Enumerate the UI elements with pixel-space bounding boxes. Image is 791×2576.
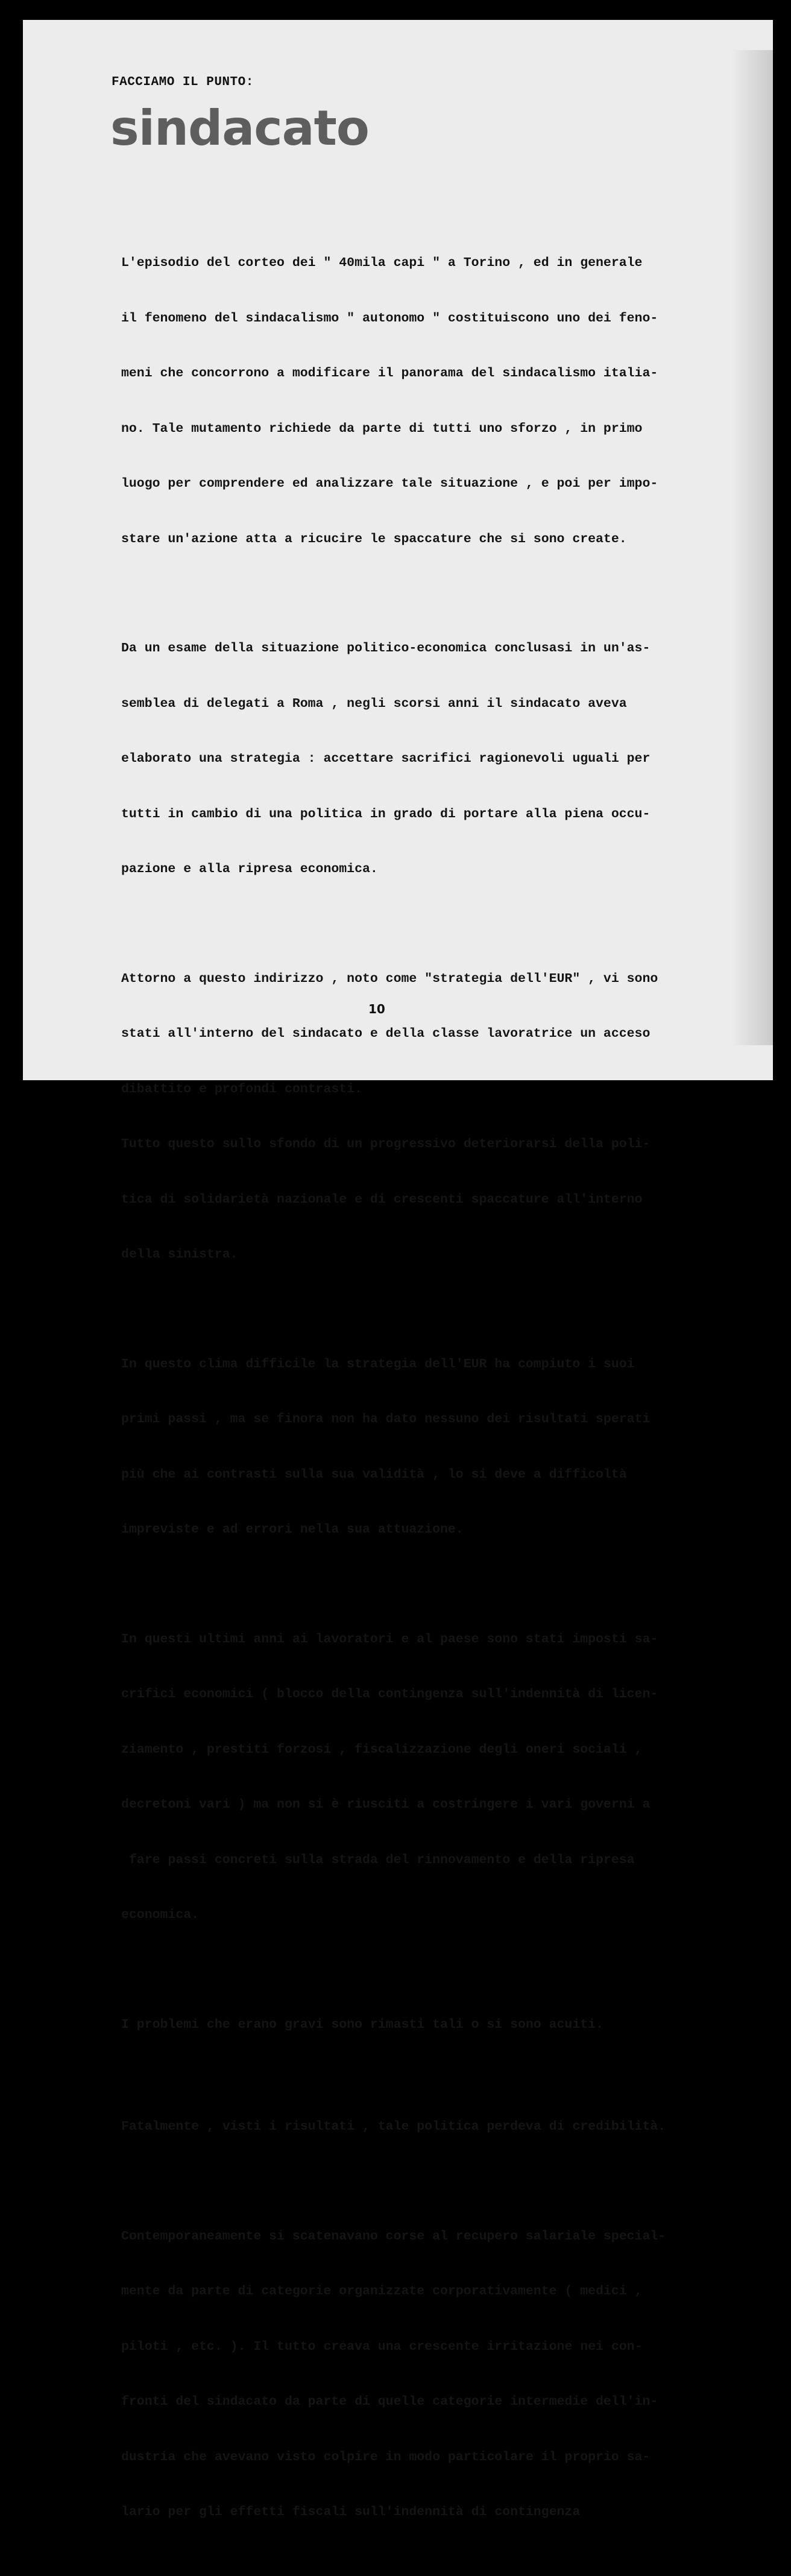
paragraph-7 bbox=[121, 2081, 712, 2173]
text-line: dustria che avevano visto colpire in modo particolare il proprio sa- bbox=[121, 2449, 651, 2464]
text-line: elaborato una strategia : accettare sacrifici ragionevoli uguali per bbox=[121, 752, 651, 766]
text-line: mente da parte di categorie organizzate corporativamente ( medici , bbox=[121, 2284, 643, 2299]
paragraph-5 bbox=[121, 1593, 712, 1961]
scan-shadow bbox=[731, 50, 773, 1045]
paragraph-8 bbox=[121, 2191, 712, 2559]
text-line: primi passi , ma se finora non ha dato nessuno dei risultati sperati bbox=[121, 1412, 651, 1426]
text-line: meni che concorrono a modificare il panorama del sindacalismo italia- bbox=[121, 366, 658, 381]
text-line: L'episodio del corteo dei " 40mila capi " a Torino , ed in generale bbox=[121, 256, 643, 270]
paragraph-3 bbox=[121, 933, 712, 1301]
article-body bbox=[121, 217, 712, 2576]
text-line: fronti del sindacato da parte di quelle categorie intermedie dell'in- bbox=[121, 2394, 658, 2409]
text-line: ziamento , prestiti forzosi , fiscalizzazione degli oneri sociali , bbox=[121, 1742, 643, 1757]
text-line: no. Tale mutamento richiede da parte di tutti uno sforzo , in primo bbox=[121, 421, 643, 436]
text-line: dibattito e profondi contrasti. bbox=[121, 1081, 362, 1097]
text-line: crifici economici ( blocco della contingenza sull'indennità di licen- bbox=[121, 1687, 658, 1701]
text-line: I problemi che erano gravi sono rimasti tali o si sono acuiti. bbox=[121, 2017, 603, 2032]
text-line: stati all'interno del sindacato e della classe lavoratrice un acceso bbox=[121, 1027, 651, 1041]
text-line: piloti , etc. ). Il tutto creava una crescente irritazione nei con- bbox=[121, 2339, 643, 2354]
text-line: lario per gli effetti fiscali sull'indennità di contingenza bbox=[121, 2505, 581, 2519]
text-line: Da un esame della situazione politico-economica conclusasi in un'as- bbox=[121, 641, 651, 656]
text-line: tica di solidarietà nazionale e di crescenti spaccature all'interno bbox=[121, 1192, 643, 1207]
text-line: luogo per comprendere ed analizzare tale situazione , e poi per impo- bbox=[121, 476, 658, 491]
text-line: Contemporaneamente si scatenavano corse al recupero salariale special- bbox=[121, 2229, 666, 2244]
text-line: il fenomeno del sindacalismo " autonomo " costituiscono uno dei feno- bbox=[121, 311, 658, 326]
text-line: In questi ultimi anni ai lavoratori e al paese sono stati imposti sa- bbox=[121, 1631, 658, 1647]
paragraph-1 bbox=[121, 217, 712, 585]
paragraph-2 bbox=[121, 603, 712, 916]
paragraph-4 bbox=[121, 1318, 712, 1576]
text-line: della sinistra. bbox=[121, 1247, 238, 1262]
article-title: sindacato bbox=[110, 100, 369, 156]
text-line: Tutto questo sullo sfondo di un progressivo deteriorarsi della poli- bbox=[121, 1137, 651, 1151]
text-line: impreviste e ad errori nella sua attuazione. bbox=[121, 1522, 464, 1537]
page-number: 10 bbox=[368, 1002, 385, 1016]
section-kicker: FACCIAMO IL PUNTO: bbox=[112, 75, 254, 89]
paragraph-6 bbox=[121, 1979, 712, 2071]
text-line: pazione e alla ripresa economica. bbox=[121, 862, 378, 876]
text-line: economica. bbox=[121, 1908, 200, 1922]
text-line: decretoni vari ) ma non si è riusciti a costringere i vari governi a bbox=[121, 1797, 651, 1812]
document-page bbox=[23, 20, 773, 2519]
text-line: In questo clima difficile la strategia dell'EUR ha compiuto i suoi bbox=[121, 1356, 635, 1372]
text-line: fare passi concreti sulla strada del rinnovamento e della ripresa bbox=[121, 1852, 635, 1867]
text-line: stare un'azione atta a ricucire le spaccature che si sono create. bbox=[121, 531, 627, 546]
text-line: più che ai contrasti sulla sua validità , lo si deve a difficoltà bbox=[121, 1467, 627, 1482]
text-line: semblea di delegati a Roma , negli scorsi anni il sindacato aveva bbox=[121, 696, 627, 711]
text-line: Attorno a questo indirizzo , noto come "strategia dell'EUR" , vi sono bbox=[121, 971, 658, 986]
text-line: Fatalmente , visti i risultati , tale politica perdeva di credibilità. bbox=[121, 2119, 666, 2134]
text-line: tutti in cambio di una politica in grado di portare alla piena occu- bbox=[121, 806, 651, 821]
